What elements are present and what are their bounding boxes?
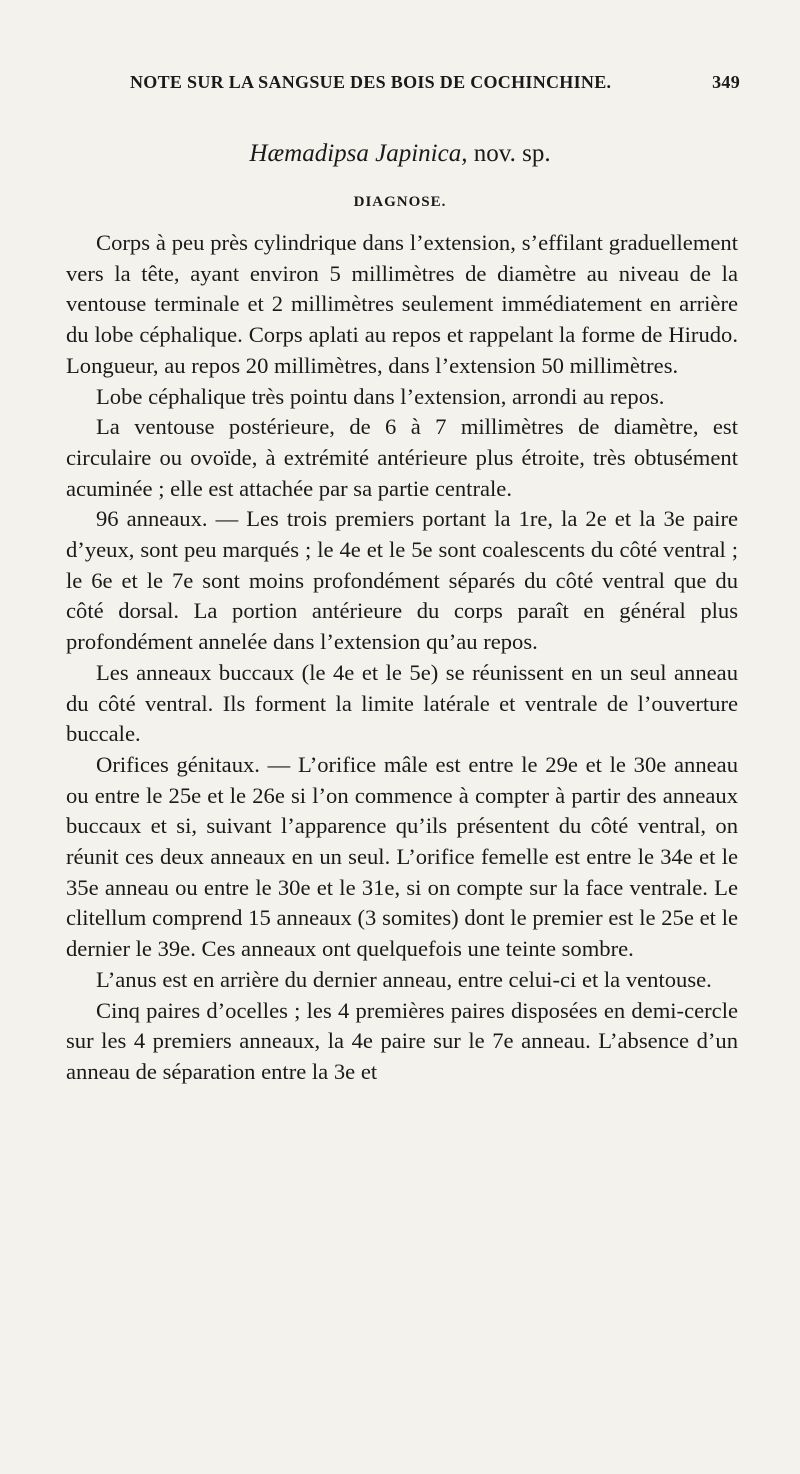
- body-text: [66, 228, 738, 1088]
- paragraph: L’anus est en arrière du dernier anneau, entre celui-ci et la ventouse.: [96, 966, 712, 992]
- page-number: 349: [712, 72, 740, 92]
- paragraph: Cinq paires d’ocelles ; les 4 premières paires disposées en demi-cercle sur les 4 premiers anneaux, la 4e paire sur le 7e anneau. L’absence d’un anneau de séparation entre la 3e et: [66, 997, 738, 1084]
- paragraph: Orifices génitaux. — L’orifice mâle est entre le 29e et le 30e anneau ou entre le 25e et le 26e si l’on commence à compter à partir des anneaux buccaux et si, suivant l’apparence qu’ils présentent du côté ventral, on réunit ces deux anneaux en un seul. L’orifice femelle est entre le 34e et le 35e anneau ou entre le 30e et le 31e, si on compte sur la face ventrale. Le clitellum comprend 15 anneaux (3 somites) dont le premier est le 25e et le dernier le 39e. Ces anneaux ont quelquefois une teinte sombre.: [66, 751, 738, 962]
- paragraph: Corps à peu près cylindrique dans l’extension, s’effilant graduellement vers la tête, ayant environ 5 millimètres de diamètre au niveau de la ventouse terminale et 2 millimètres seulement immédiatement en arrière du lobe céphalique. Corps aplati au repos et rappelant la forme de Hirudo. Longueur, au repos 20 millimètres, dans l’extension 50 millimètres.: [66, 230, 738, 378]
- paragraph: Les anneaux buccaux (le 4e et le 5e) se réunissent en un seul anneau du côté ventral. Ils forment la limite latérale et ventrale de l’ouverture buccale.: [66, 659, 738, 747]
- species-name: Hæmadipsa Japinica,: [249, 140, 468, 167]
- paragraph: Lobe céphalique très pointu dans l’extension, arrondi au repos.: [96, 383, 665, 409]
- paragraph: La ventouse postérieure, de 6 à 7 millimètres de diamètre, est circulaire ou ovoïde, à extrémité antérieure plus étroite, très obtusément acuminée ; elle est attachée par sa partie centrale.: [66, 414, 738, 501]
- running-title: NOTE SUR LA SANGSUE DES BOIS DE COCHINCHINE.: [130, 72, 612, 92]
- species-suffix: nov. sp.: [473, 140, 551, 167]
- paragraph: 96 anneaux. — Les trois premiers portant la 1re, la 2e et la 3e paire d’yeux, sont peu marqués ; le 4e et le 5e sont coalescents du côté ventral ; le 6e et le 7e sont moins profondément séparés du côté ventral que du côté dorsal. La portion antérieure du corps paraît en général plus profondément annelée dans l’extension qu’au repos.: [66, 506, 738, 655]
- species-heading: [0, 140, 800, 168]
- section-title: DIAGNOSE.: [353, 194, 447, 210]
